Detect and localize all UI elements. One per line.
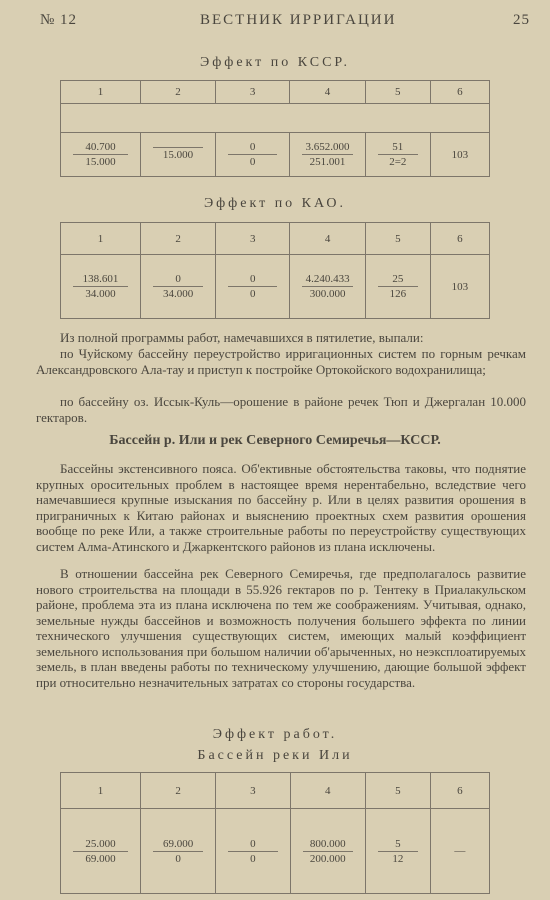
table2-col-header: 1 xyxy=(61,223,141,255)
table2-cell: 25 126 xyxy=(365,255,430,319)
table3-cell: 0 0 xyxy=(216,809,290,894)
table3-cell: 69.000 0 xyxy=(141,809,216,894)
table3-cell: 800.000 200.000 xyxy=(290,809,365,894)
intro-paragraph: по бассейну оз. Иссык-Куль—орошение в районе речек Тюп и Джергалан 10.000 гектаров. xyxy=(36,394,526,425)
table3-cell: — xyxy=(430,809,489,894)
page-number: 25 xyxy=(513,12,530,28)
section-heading: Бассейн р. Или и рек Северного Семиречья—КССР. xyxy=(109,433,441,448)
table3-cell: 25.000 69.000 xyxy=(61,809,141,894)
running-header xyxy=(40,12,530,32)
table3-title: Эффект работ. xyxy=(212,727,338,742)
intro-paragraph: по Чуйскому бассейну переустройство ирригационных систем по горным речкам Александровского Ала-тау и приступ к постройке Ортокойского водохранилища; xyxy=(36,346,526,377)
section-paragraph: Бассейны экстенсивного пояса. Об'ективные обстоятельства таковы, что поднятие крупных оросительных проблем в настоящее время нерентабельно, вследствие чего намечавшиеся крупные изыскания по бассейну р. Или в целях развития орошения в приграничных к Китаю районах и выяснению проектных схем развития орошения вообще по реке Или, а также строительные работы по переустройству существующих систем Алма-Атинского и Джаркентского районов из плана исключены. xyxy=(36,461,526,554)
table1-col-header: 3 xyxy=(216,81,290,104)
section-paragraph: В отношении бассейна рек Северного Семиречья, где предполагалось развитие нового строительства на площади в 55.926 гектаров по р. Тентеку в Приалакульском районе, проблема эта из плана исключена по тем же соображениям. Учитывая, однако, земельные нужды бассейнов и возможность получения большего эффекта по линии технического улучшения существующих систем, имеющих малый коэффициент земельного использования при большом наличии об'арыченных, но неэксплоатируемых земель, в план введены работы по техническому улучшению, дающие большой эффект при относительно незначительных затратах со стороны государства. xyxy=(36,566,526,690)
issue-number: № 12 xyxy=(40,12,78,28)
table2-cell: 4.240.433 300.000 xyxy=(290,255,366,319)
table1-blank-row xyxy=(61,104,490,133)
intro-line: Из полной программы работ, намечавшихся в пятилетие, выпали: xyxy=(60,330,424,345)
table3-subtitle: Бассейн реки Или xyxy=(197,748,353,763)
table1-cell: 0 0 xyxy=(216,133,290,177)
table2 xyxy=(60,222,490,319)
table3-col-header: 2 xyxy=(141,773,216,809)
table2-cell: 0 34.000 xyxy=(141,255,216,319)
table1-col-header: 4 xyxy=(290,81,366,104)
table2-cell: 103 xyxy=(430,255,489,319)
table2-cell: 0 0 xyxy=(216,255,290,319)
table1 xyxy=(60,80,490,177)
table1-col-header: 2 xyxy=(140,81,215,104)
table1-cell: 15.000 xyxy=(140,133,215,177)
table2-col-header: 5 xyxy=(365,223,430,255)
journal-title: ВЕСТНИК ИРРИГАЦИИ xyxy=(200,12,397,28)
table3-col-header: 4 xyxy=(290,773,365,809)
table1-col-header: 1 xyxy=(61,81,141,104)
table1-col-header: 5 xyxy=(365,81,430,104)
table1-cell: 40.700 15.000 xyxy=(61,133,141,177)
table1-cell: 51 2=2 xyxy=(365,133,430,177)
table2-col-header: 4 xyxy=(290,223,366,255)
table1-cell: 3.652.000 251.001 xyxy=(290,133,366,177)
table2-col-header: 3 xyxy=(216,223,290,255)
table2-cell: 138.601 34.000 xyxy=(61,255,141,319)
table3-col-header: 6 xyxy=(430,773,489,809)
table2-col-header: 2 xyxy=(141,223,216,255)
table3-col-header: 5 xyxy=(365,773,430,809)
table3-col-header: 1 xyxy=(61,773,141,809)
table3 xyxy=(60,772,490,894)
table1-col-header: 6 xyxy=(430,81,489,104)
table3-col-header: 3 xyxy=(216,773,290,809)
table3-cell: 5 12 xyxy=(365,809,430,894)
table1-title: Эффект по КССР. xyxy=(200,55,350,70)
table2-title: Эффект по КАО. xyxy=(203,196,347,211)
table2-col-header: 6 xyxy=(430,223,489,255)
table1-cell: 103 xyxy=(430,133,489,177)
